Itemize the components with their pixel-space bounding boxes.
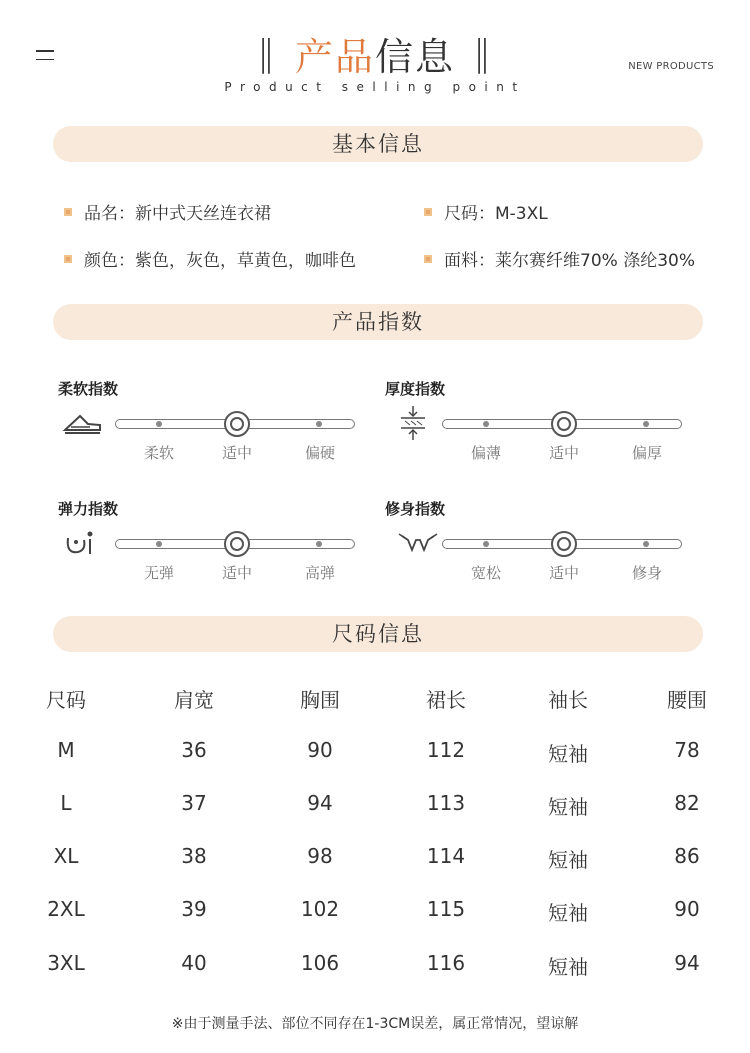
slider-dot — [483, 541, 489, 547]
info-fabric-text: 面料：莱尔赛纤维70% 涤纶30% — [444, 251, 695, 271]
info-product-name — [64, 199, 271, 224]
slider-dot — [156, 541, 162, 547]
index-slider-elasticity — [115, 539, 355, 549]
index-slider-fit — [442, 539, 682, 549]
scale-label: 柔软 — [143, 444, 174, 462]
title-rest: 信息 — [375, 35, 456, 79]
index-label-elasticity: 弹力指数 — [58, 500, 119, 518]
page-title — [0, 26, 750, 81]
table-row — [0, 951, 750, 991]
table-cell: 113 — [426, 791, 466, 815]
table-header-cell: 尺码 — [46, 688, 86, 712]
info-size-range — [424, 199, 548, 224]
table-cell: 36 — [181, 738, 207, 762]
measurement-footnote: ※由于测量手法、部位不同存在1-3CM误差，属正常情况，望谅解 — [171, 1016, 579, 1032]
stretch-icon — [64, 528, 104, 558]
slider-knob — [224, 411, 250, 437]
table-cell: 115 — [426, 897, 466, 921]
info-fabric — [424, 246, 695, 271]
table-cell: L — [60, 791, 72, 815]
table-cell: 116 — [426, 951, 466, 975]
slider-dot — [483, 421, 489, 427]
bullet-icon — [424, 208, 432, 216]
section-product-index: 产品指数 — [53, 304, 703, 340]
section-size-info: 尺码信息 — [53, 616, 703, 652]
new-products-label: NEW PRODUCTS — [628, 61, 714, 72]
index-slider-thickness — [442, 419, 682, 429]
scale-label: 偏薄 — [470, 444, 501, 462]
info-product-name-text: 品名：新中式天丝连衣裙 — [84, 204, 271, 224]
slider-dot — [643, 541, 649, 547]
table-cell: 94 — [674, 951, 700, 975]
table-row — [0, 791, 750, 831]
table-cell: 94 — [307, 791, 333, 815]
table-cell: 短袖 — [548, 795, 588, 819]
table-cell: 90 — [307, 738, 333, 762]
slider-dot — [156, 421, 162, 427]
thickness-icon — [397, 404, 437, 434]
table-row — [0, 738, 750, 778]
scale-label: 偏硬 — [304, 444, 335, 462]
bullet-icon — [424, 255, 432, 263]
table-cell: 短袖 — [548, 742, 588, 766]
table-header-cell: 裙长 — [426, 688, 466, 712]
table-cell: 106 — [300, 951, 340, 975]
table-cell: 112 — [426, 738, 466, 762]
table-cell: XL — [53, 844, 79, 868]
info-colors — [64, 246, 356, 271]
table-cell: 82 — [674, 791, 700, 815]
index-slider-softness — [115, 419, 355, 429]
table-header-cell: 腰围 — [667, 688, 707, 712]
table-header-cell: 胸围 — [300, 688, 340, 712]
table-header-cell: 肩宽 — [174, 688, 214, 712]
table-cell: 98 — [307, 844, 333, 868]
scale-label: 偏厚 — [631, 444, 662, 462]
slider-knob — [551, 411, 577, 437]
scale-label: 修身 — [631, 564, 662, 582]
slider-dot — [316, 541, 322, 547]
table-cell: M — [57, 738, 75, 762]
slider-knob — [551, 531, 577, 557]
table-cell: 3XL — [47, 951, 85, 975]
index-label-fit: 修身指数 — [385, 500, 446, 518]
shoe-sole-icon — [62, 408, 102, 438]
title-bars-left: ‖ — [256, 33, 277, 74]
index-label-thickness: 厚度指数 — [385, 380, 446, 398]
scale-label: 宽松 — [470, 564, 501, 582]
scale-label: 无弹 — [143, 564, 174, 582]
scale-label: 适中 — [548, 444, 579, 462]
slider-dot — [643, 421, 649, 427]
table-header-cell: 袖长 — [548, 688, 588, 712]
table-cell: 短袖 — [548, 848, 588, 872]
table-cell: 40 — [181, 951, 207, 975]
slider-knob — [224, 531, 250, 557]
table-cell: 37 — [181, 791, 207, 815]
table-cell: 102 — [300, 897, 340, 921]
table-cell: 2XL — [47, 897, 85, 921]
index-label-softness: 柔软指数 — [58, 380, 119, 398]
table-cell: 短袖 — [548, 955, 588, 979]
info-colors-text: 颜色：紫色，灰色，草黄色，咖啡色 — [84, 251, 356, 271]
info-size-range-text: 尺码：M-3XL — [444, 204, 548, 224]
fit-icon — [398, 528, 438, 558]
table-cell: 86 — [674, 844, 700, 868]
table-cell: 39 — [181, 897, 207, 921]
table-cell: 38 — [181, 844, 207, 868]
table-row — [0, 897, 750, 937]
title-bars-right: ‖ — [473, 33, 494, 74]
section-basic-info: 基本信息 — [53, 126, 703, 162]
slider-dot — [316, 421, 322, 427]
scale-label: 适中 — [548, 564, 579, 582]
scale-label: 高弹 — [304, 564, 335, 582]
scale-label: 适中 — [221, 444, 252, 462]
size-table-header — [0, 684, 750, 724]
table-cell: 114 — [426, 844, 466, 868]
table-row — [0, 844, 750, 884]
table-cell: 78 — [674, 738, 700, 762]
page-subtitle: Product selling point — [224, 80, 526, 94]
bullet-icon — [64, 255, 72, 263]
bullet-icon — [64, 208, 72, 216]
title-accent: 产品 — [294, 35, 375, 79]
table-cell: 90 — [674, 897, 700, 921]
table-cell: 短袖 — [548, 901, 588, 925]
scale-label: 适中 — [221, 564, 252, 582]
